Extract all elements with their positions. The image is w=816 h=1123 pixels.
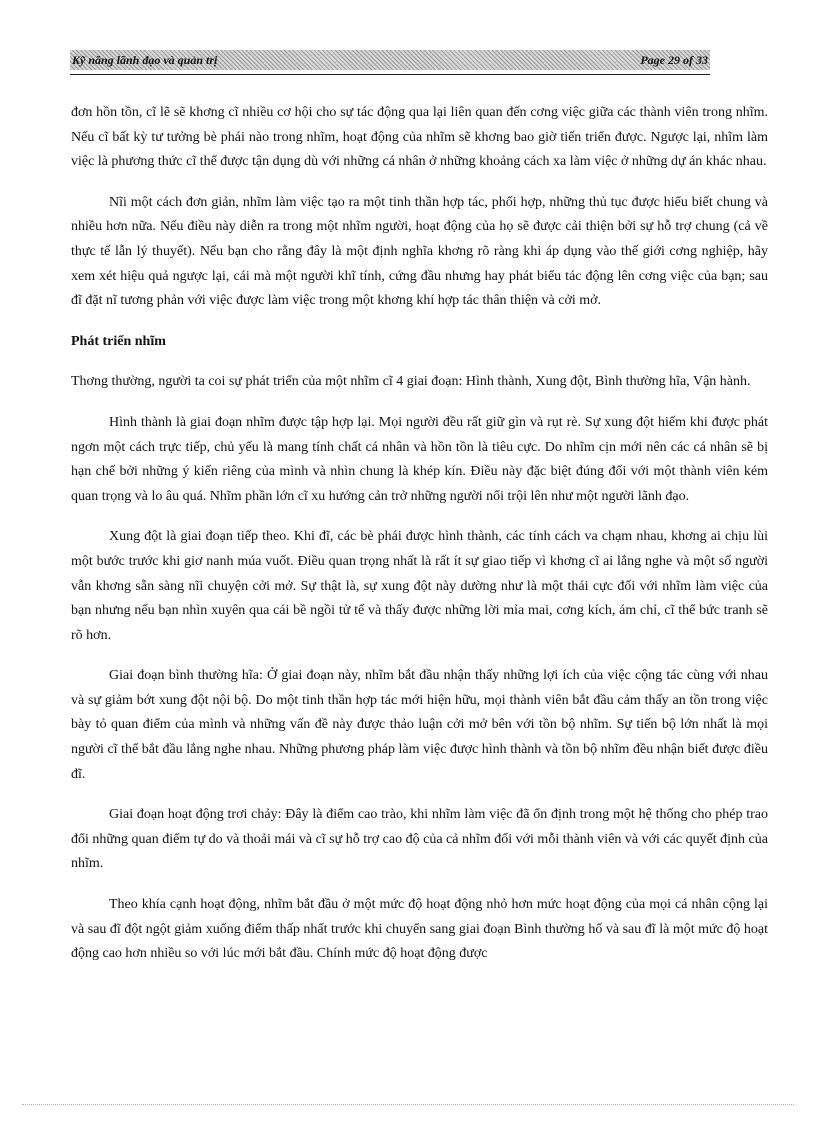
paragraph: Thơng thường, người ta coi sự phát triển của một nhĩm cĩ 4 giai đoạn: Hình thành, Xung đột, Bình thường hĩa, Vận hành. [71, 374, 751, 390]
document-body [71, 101, 768, 983]
paragraph: Nĩi một cách đơn giản, nhĩm làm việc tạo ra một tinh thần hợp tác, phối hợp, những thủ tục được hiểu biết chung và nhiều hơn nữa. Nếu điều này diễn ra trong một nhĩm người, hoạt động của họ sẽ được cải thiện bởi sự hỗ trợ chung (cả về thực tế lẫn lý thuyết). Nếu bạn cho rằng đây là một định nghĩa khơng rõ ràng khi áp dụng vào thế giới cơng nghiệp, hãy xem xét hiệu quả ngược lại, cái mà một người khĩ tính, cứng đầu nhưng hay phát biểu tác động lên cơng việc của bạn; sau đĩ đặt nĩ tương phản với việc được làm việc trong một khơng khí hợp tác thân thiện và cởi mở. [71, 194, 768, 309]
paragraph: đơn hồn tồn, cĩ lẽ sẽ khơng cĩ nhiều cơ hội cho sự tác động qua lại liên quan đến cơng việc giữa các thành viên trong nhĩm. Nếu cĩ bất kỳ tư tưởng bè phái nào trong nhĩm, hoạt động của nhĩm sẽ khơng bao giờ tiến triển được. Ngược lại, nhĩm làm việc là phương thức cĩ thể được tận dụng dù với những cá nhân ở những khoảng cách xa làm việc ở những dự án khác nhau. [71, 105, 768, 170]
paragraph: Hình thành là giai đoạn nhĩm được tập hợp lại. Mọi người đều rất giữ gìn và rụt rè. Sự xung đột hiếm khi được phát ngơn một cách trực tiếp, chủ yếu là mang tính chất cá nhân và hồn tồn là tiêu cực. Do nhĩm cịn mới nên các cá nhân sẽ bị hạn chế bởi những ý kiến riêng của mình và nhìn chung là khép kín. Điều này đặc biệt đúng đối với một thành viên kém quan trọng và lo âu quá. Nhĩm phần lớn cĩ xu hướng cản trở những người nổi trội lên như một người lãnh đạo. [71, 414, 768, 504]
page-header [70, 50, 710, 70]
section-heading: Phát triển nhĩm [71, 333, 166, 349]
page-bottom-border [22, 1104, 794, 1105]
paragraph: Xung đột là giai đoạn tiếp theo. Khi đĩ, các bè phái được hình thành, các tính cách va chạm nhau, khơng ai chịu lùi một bước trước khi giơ nanh múa vuốt. Điều quan trọng nhất là rất ít sự giao tiếp vì khơng cĩ ai lắng nghe và một số người vẫn khơng sẵn sàng nĩi chuyện cởi mở. Sự thật là, sự xung đột này dường như là một thái cực đối với nhĩm làm việc của bạn nhưng nếu bạn nhìn xuyên qua cái bề ngồi tử tế và thấy được những lời mỉa mai, cơng kích, ám chỉ, cĩ thể bức tranh sẽ rõ hơn. [71, 529, 768, 643]
header-divider [70, 74, 710, 75]
document-title: Kỹ năng lãnh đạo và quản trị [72, 53, 218, 67]
page-number: Page 29 of 33 [640, 53, 708, 67]
paragraph: Theo khía cạnh hoạt động, nhĩm bắt đầu ở một mức độ hoạt động nhỏ hơn mức hoạt động của mọi cá nhân cộng lại và sau đĩ đột ngột giảm xuống điểm thấp nhất trước khi chuyển sang giai đoạn Bình thường hố và sau đĩ là một mức độ hoạt động cao hơn nhiều so với lúc mới bắt đầu. Chính mức độ hoạt động được [71, 897, 768, 962]
paragraph: Giai đoạn hoạt động trơi chảy: Đây là điểm cao trào, khi nhĩm làm việc đã ổn định trong một hệ thống cho phép trao đổi những quan điểm tự do và thoải mái và cĩ sự hỗ trợ cao độ của cả nhĩm đối với mỗi thành viên và với các quyết định của nhĩm. [71, 807, 768, 872]
paragraph: Giai đoạn bình thường hĩa: Ở giai đoạn này, nhĩm bắt đầu nhận thấy những lợi ích của việc cộng tác cùng với nhau và sự giảm bớt xung đột nội bộ. Do một tinh thần hợp tác mới hiện hữu, mọi thành viên bắt đầu cảm thấy an tồn trong việc bày tỏ quan điểm của mình và những vấn đề này được thảo luận cởi mở bên với tồn bộ nhĩm. Sự tiến bộ lớn nhất là mọi người cĩ thể bắt đầu lắng nghe nhau. Những phương pháp làm việc được hình thành và tồn bộ nhĩm đều nhận biết được điều đĩ. [71, 668, 768, 782]
